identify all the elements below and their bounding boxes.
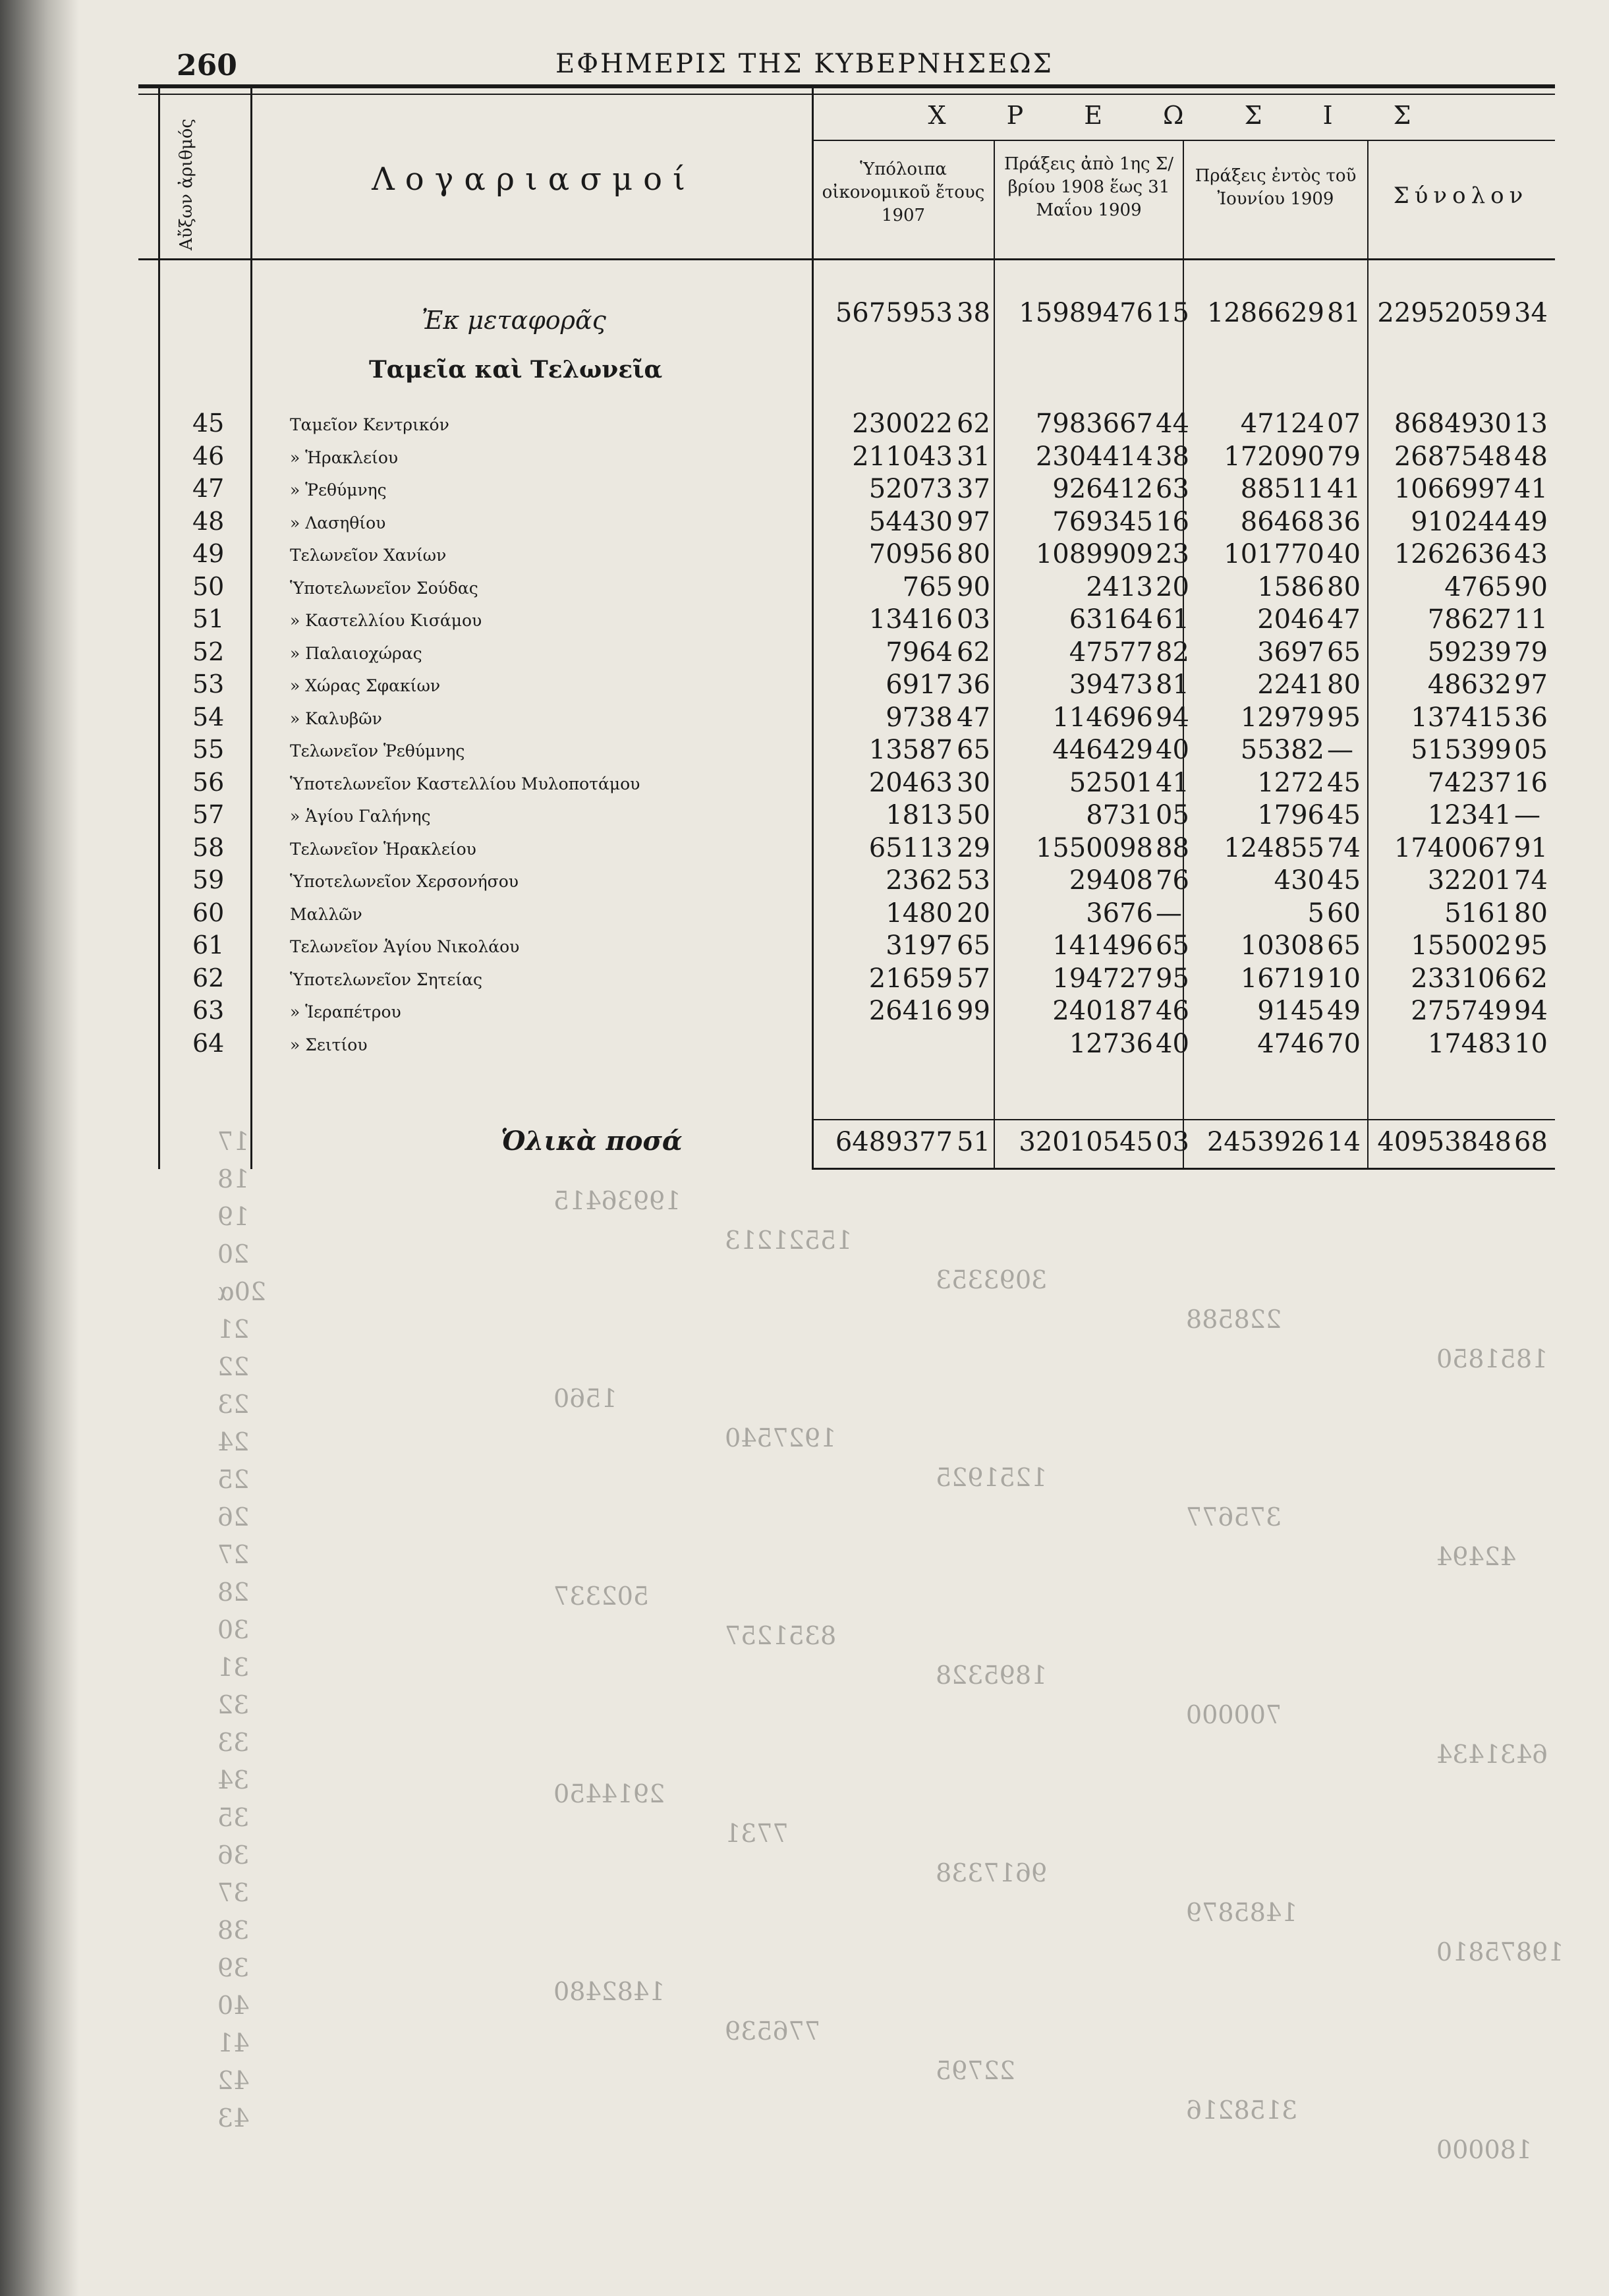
row-cents-4: 95: [1514, 931, 1548, 961]
row-amount-4: 5161: [1444, 898, 1511, 929]
bleed-figure: 1482480: [553, 1977, 665, 2006]
bleed-figure: 3093353: [936, 1265, 1048, 1294]
row-amount-1: 1813: [886, 800, 953, 830]
row-cents-3: 60: [1327, 898, 1361, 929]
row-amount-2: 769345: [1052, 507, 1153, 537]
row-number: 51: [192, 604, 225, 633]
row-cents-3: 65: [1327, 931, 1361, 961]
col1-divider: [994, 140, 995, 1168]
row-amount-4: 2687548: [1394, 442, 1511, 472]
row-account-name: Τελωνεῖον Ἁγίου Νικολάου: [290, 937, 520, 956]
bleed-figure: 19936415: [553, 1186, 681, 1215]
row-amount-3: 16719: [1240, 963, 1324, 994]
row-account-name: » Ἱεραπέτρου: [290, 1002, 401, 1021]
row-amount-1: 70956: [868, 539, 953, 569]
row-amount-3: 47124: [1240, 409, 1324, 439]
row-account-name: Τελωνεῖον Χανίων: [290, 546, 447, 565]
row-account-name: » Λασηθίου: [290, 513, 386, 532]
row-cents-1: 99: [957, 996, 990, 1026]
row-cents-2: 16: [1156, 507, 1189, 537]
page-number: 260: [177, 49, 237, 82]
bleed-figure: 19875810: [1436, 1937, 1564, 1966]
row-amount-1: 3197: [886, 931, 953, 961]
row-cents-2: 20: [1156, 572, 1189, 602]
row-amount-1: 2362: [886, 865, 953, 896]
bleed-figure: 776539: [725, 2017, 821, 2046]
bleed-figure: 1560: [553, 1384, 617, 1413]
row-cents-2: 94: [1156, 703, 1189, 733]
row-cents-3: 45: [1327, 865, 1361, 896]
row-cents-1: 97: [957, 507, 990, 537]
bleed-figure: 8351257: [725, 1621, 837, 1650]
bleed-figure: 1251925: [936, 1463, 1048, 1492]
row-account-name: Ὑποτελωνεῖον Σητείας: [290, 970, 483, 989]
totals-cents-2: 03: [1156, 1127, 1189, 1157]
bleed-figure: 15521213: [725, 1226, 853, 1255]
row-amount-4: 155002: [1411, 931, 1511, 961]
row-number: 60: [192, 898, 225, 927]
row-cents-3: 41: [1327, 474, 1361, 504]
bleed-figure: 22795: [936, 2056, 1015, 2085]
bleed-figure: 1895328: [936, 1661, 1048, 1690]
row-amount-2: 29408: [1069, 865, 1153, 896]
row-cents-1: 37: [957, 474, 990, 504]
header-row-number: Αὔξων ἀριθμός: [177, 119, 196, 250]
row-amount-1: 52073: [868, 474, 953, 504]
row-number: 47: [192, 474, 225, 503]
row-amount-4: 910244: [1411, 507, 1511, 537]
row-account-name: » Παλαιοχώρας: [290, 644, 422, 663]
row-cents-4: 62: [1514, 963, 1548, 994]
row-number: 46: [192, 442, 225, 471]
row-amount-3: 5: [1307, 898, 1324, 929]
row-cents-3: 47: [1327, 604, 1361, 635]
row-cents-2: 23: [1156, 539, 1189, 569]
bleed-row-number: 28: [217, 1578, 250, 1607]
row-cents-4: 11: [1514, 604, 1548, 635]
row-amount-3: 86468: [1240, 507, 1324, 537]
row-cents-4: 80: [1514, 898, 1548, 929]
row-amount-4: 1066997: [1394, 474, 1511, 504]
row-account-name: » Ἡρακλείου: [290, 448, 399, 467]
totals-top-rule: [812, 1119, 1555, 1120]
row-amount-2: 1550098: [1035, 833, 1153, 863]
row-cents-4: 94: [1514, 996, 1548, 1026]
header-transactions-period: Πράξεις ἀπὸ 1ης Σ/βρίου 1908 ἕως 31 Μαΐου 1909: [1004, 154, 1173, 221]
totals-amount-2: 32010545: [1019, 1127, 1153, 1157]
left-border: [158, 88, 160, 1169]
section-title: Ταμεῖα καὶ Τελωνεῖα: [369, 356, 663, 384]
row-number: 56: [192, 768, 225, 797]
top-rule: [138, 84, 1555, 88]
row-cents-2: —: [1156, 898, 1182, 929]
row-amount-2: 446429: [1052, 735, 1153, 765]
row-amount-3: 1796: [1257, 800, 1324, 830]
row-cents-1: 62: [957, 637, 990, 668]
row-cents-2: 95: [1156, 963, 1189, 994]
row-account-name: Τελωνεῖον Ἡρακλείου: [290, 840, 476, 859]
row-cents-4: 90: [1514, 572, 1548, 602]
row-account-name: Ὑποτελωνεῖον Καστελλίου Μυλοποτάμου: [290, 774, 640, 793]
accounts-divider: [812, 88, 814, 1169]
row-number: 53: [192, 670, 225, 699]
row-amount-1: 54430: [868, 507, 953, 537]
row-account-name: Ὑποτελωνεῖον Χερσονήσου: [290, 872, 519, 891]
row-account-name: Τελωνεῖον Ῥεθύμνης: [290, 741, 465, 761]
row-cents-1: 30: [957, 768, 990, 798]
row-cents-2: 46: [1156, 996, 1189, 1026]
row-amount-2: 194727: [1052, 963, 1153, 994]
row-amount-1: 13587: [868, 735, 953, 765]
totals-amount-1: 6489377: [835, 1127, 953, 1157]
carry-amount-4: 22952059: [1377, 298, 1511, 328]
row-cents-4: 48: [1514, 442, 1548, 472]
carry-forward-label: Ἐκ μεταφορᾶς: [422, 306, 606, 335]
row-cents-4: 43: [1514, 539, 1548, 569]
row-amount-4: 1740067: [1394, 833, 1511, 863]
row-amount-1: 13416: [868, 604, 953, 635]
bleed-figure: 228588: [1186, 1305, 1282, 1334]
bleed-figure: 375677: [1186, 1503, 1282, 1532]
row-account-name: Μαλλῶν: [290, 905, 362, 924]
header-group-debit: Χ Ρ Ε Ω Σ Ι Σ: [928, 101, 1438, 130]
row-account-name: Ταμεῖον Κεντρικόν: [290, 415, 449, 434]
row-amount-2: 63164: [1069, 604, 1153, 635]
row-cents-1: 03: [957, 604, 990, 635]
row-amount-2: 1089909: [1035, 539, 1153, 569]
row-amount-1: 6917: [886, 670, 953, 700]
row-cents-1: 65: [957, 735, 990, 765]
row-cents-2: 88: [1156, 833, 1189, 863]
row-amount-1: 9738: [886, 703, 953, 733]
row-cents-2: 63: [1156, 474, 1189, 504]
row-cents-4: 49: [1514, 507, 1548, 537]
row-cents-1: 80: [957, 539, 990, 569]
row-cents-2: 81: [1156, 670, 1189, 700]
row-amount-4: 1262636: [1394, 539, 1511, 569]
row-number: 61: [192, 931, 225, 960]
row-account-name: » Καστελλίου Κισάμου: [290, 611, 482, 630]
row-amount-3: 12979: [1240, 703, 1324, 733]
bleed-figure: 1851850: [1436, 1344, 1548, 1373]
bleed-row-number: 39: [217, 1953, 250, 1982]
bleed-row-number: 41: [217, 2028, 250, 2057]
row-number: 49: [192, 539, 225, 568]
row-amount-4: 32201: [1427, 865, 1511, 896]
row-number: 57: [192, 800, 225, 829]
bleed-row-number: 25: [217, 1465, 250, 1494]
row-amount-2: 240187: [1052, 996, 1153, 1026]
row-amount-4: 233106: [1411, 963, 1511, 994]
row-amount-4: 515399: [1411, 735, 1511, 765]
bleed-row-number: 35: [217, 1803, 250, 1832]
totals-cents-3: 14: [1327, 1127, 1361, 1157]
header-transactions-june: Πράξεις ἐντὸς τοῦ Ἰουνίου 1909: [1195, 166, 1357, 210]
row-account-name: » Χώρας Σφακίων: [290, 676, 441, 695]
row-cents-4: —: [1514, 800, 1540, 830]
col3-divider: [1367, 140, 1369, 1168]
row-cents-3: 45: [1327, 800, 1361, 830]
row-cents-1: 57: [957, 963, 990, 994]
row-cents-4: 05: [1514, 735, 1548, 765]
row-cents-1: 65: [957, 931, 990, 961]
row-cents-3: 36: [1327, 507, 1361, 537]
row-cents-3: 40: [1327, 539, 1361, 569]
row-amount-3: 3697: [1257, 637, 1324, 668]
row-number: 64: [192, 1029, 225, 1058]
row-amount-1: 230022: [852, 409, 953, 439]
row-account-name: » Σειτίου: [290, 1035, 368, 1054]
row-cents-2: 41: [1156, 768, 1189, 798]
row-amount-1: 1480: [886, 898, 953, 929]
row-number: 48: [192, 507, 225, 536]
row-cents-3: 79: [1327, 442, 1361, 472]
row-amount-4: 275749: [1411, 996, 1511, 1026]
bleed-row-number: 24: [217, 1427, 250, 1456]
row-amount-4: 78627: [1427, 604, 1511, 635]
row-number: 63: [192, 996, 225, 1025]
totals-cents-4: 68: [1514, 1127, 1548, 1157]
bleed-row-number: 40: [217, 1991, 250, 2020]
row-amount-2: 141496: [1052, 931, 1153, 961]
row-cents-3: 07: [1327, 409, 1361, 439]
row-amount-4: 4765: [1444, 572, 1511, 602]
bleed-figure: 502337: [553, 1582, 650, 1611]
row-amount-4: 12341: [1427, 800, 1511, 830]
row-amount-1: 7964: [886, 637, 953, 668]
carry-cents-2: 15: [1156, 298, 1189, 328]
carry-amount-3: 1286629: [1206, 298, 1324, 328]
rownum-divider: [250, 88, 252, 1169]
row-amount-4: 8684930: [1394, 409, 1511, 439]
bleed-row-number: 43: [217, 2104, 250, 2133]
bleed-row-number: 21: [217, 1315, 250, 1344]
row-amount-3: 2241: [1257, 670, 1324, 700]
row-amount-2: 8731: [1086, 800, 1153, 830]
row-cents-1: 53: [957, 865, 990, 896]
row-amount-1: 26416: [868, 996, 953, 1026]
row-account-name: » Καλυβῶν: [290, 709, 382, 728]
row-amount-2: 114696: [1052, 703, 1153, 733]
header-remaining: Ὑπόλοιπα οἰκονομικοῦ ἔτους 1907: [822, 159, 985, 226]
row-cents-1: 47: [957, 703, 990, 733]
carry-amount-2: 15989476: [1019, 298, 1153, 328]
row-cents-3: 10: [1327, 963, 1361, 994]
row-cents-1: 29: [957, 833, 990, 863]
row-cents-4: 91: [1514, 833, 1548, 863]
row-cents-3: 45: [1327, 768, 1361, 798]
row-cents-2: 40: [1156, 1029, 1189, 1059]
bleed-row-number: 36: [217, 1841, 250, 1870]
row-amount-1: 21659: [868, 963, 953, 994]
bleed-row-number: 26: [217, 1503, 250, 1532]
row-amount-1: 65113: [868, 833, 953, 863]
row-amount-2: 926412: [1052, 474, 1153, 504]
row-amount-2: 39473: [1069, 670, 1153, 700]
bleed-row-number: 32: [217, 1690, 250, 1719]
row-amount-3: 2046: [1257, 604, 1324, 635]
bleed-row-number: 34: [217, 1765, 250, 1794]
row-amount-3: 55382: [1240, 735, 1324, 765]
row-cents-3: —: [1327, 735, 1353, 765]
row-amount-2: 2304414: [1035, 442, 1153, 472]
bleed-figure: 2914450: [553, 1779, 665, 1808]
row-cents-2: 40: [1156, 735, 1189, 765]
bleed-figure: 6431434: [1436, 1740, 1548, 1769]
row-cents-4: 79: [1514, 637, 1548, 668]
row-number: 50: [192, 572, 225, 601]
bleed-row-number: 20: [217, 1240, 250, 1269]
bleed-figure: 9617338: [936, 1858, 1048, 1887]
row-amount-1: 765: [902, 572, 953, 602]
row-amount-4: 137415: [1411, 703, 1511, 733]
row-amount-3: 172090: [1224, 442, 1324, 472]
row-number: 58: [192, 833, 225, 862]
row-amount-1: 20463: [868, 768, 953, 798]
bleed-row-number: 30: [217, 1615, 250, 1644]
top-rule-thin: [138, 94, 1555, 95]
row-cents-1: 50: [957, 800, 990, 830]
bleed-row-number: 23: [217, 1390, 250, 1419]
row-amount-3: 124855: [1224, 833, 1324, 863]
row-amount-2: 12736: [1069, 1029, 1153, 1059]
bleed-figure: 7731: [725, 1819, 789, 1848]
row-cents-4: 16: [1514, 768, 1548, 798]
row-amount-3: 1272: [1257, 768, 1324, 798]
row-cents-1: 62: [957, 409, 990, 439]
bleed-row-number: 20α: [217, 1277, 267, 1306]
carry-cents-1: 38: [957, 298, 990, 328]
row-cents-4: 13: [1514, 409, 1548, 439]
row-amount-2: 3676: [1086, 898, 1153, 929]
bleed-row-number: 27: [217, 1540, 250, 1569]
row-number: 45: [192, 409, 225, 438]
row-amount-4: 59239: [1427, 637, 1511, 668]
row-account-name: » Ῥεθύμνης: [290, 480, 387, 500]
row-cents-2: 65: [1156, 931, 1189, 961]
row-amount-3: 430: [1274, 865, 1324, 896]
row-cents-3: 95: [1327, 703, 1361, 733]
row-cents-1: 20: [957, 898, 990, 929]
header-total: Σύνολον: [1393, 183, 1529, 209]
row-amount-3: 101770: [1224, 539, 1324, 569]
row-amount-2: 7983667: [1035, 409, 1153, 439]
header-bottom-rule: [138, 258, 1555, 260]
bleed-figure: 42494: [1436, 1542, 1516, 1571]
row-number: 52: [192, 637, 225, 666]
row-cents-3: 80: [1327, 670, 1361, 700]
bleed-figure: 1927540: [725, 1423, 837, 1452]
bleed-row-number: 42: [217, 2066, 250, 2095]
row-cents-2: 38: [1156, 442, 1189, 472]
row-amount-4: 17483: [1427, 1029, 1511, 1059]
row-cents-4: 97: [1514, 670, 1548, 700]
totals-cents-1: 51: [957, 1127, 990, 1157]
totals-amount-3: 2453926: [1206, 1127, 1324, 1157]
row-cents-3: 80: [1327, 572, 1361, 602]
row-amount-4: 48632: [1427, 670, 1511, 700]
row-amount-3: 88511: [1240, 474, 1324, 504]
row-number: 59: [192, 865, 225, 894]
row-cents-4: 41: [1514, 474, 1548, 504]
row-cents-2: 61: [1156, 604, 1189, 635]
row-cents-1: 31: [957, 442, 990, 472]
row-number: 54: [192, 703, 225, 732]
row-cents-3: 70: [1327, 1029, 1361, 1059]
row-amount-4: 74237: [1427, 768, 1511, 798]
row-account-name: Ὑποτελωνεῖον Σούδας: [290, 579, 478, 598]
row-cents-1: 90: [957, 572, 990, 602]
row-amount-3: 1586: [1257, 572, 1324, 602]
bleed-figure: 180000: [1436, 2135, 1533, 2164]
totals-label: Ὁλικὰ ποσά: [501, 1126, 683, 1157]
row-amount-3: 9145: [1257, 996, 1324, 1026]
bleed-row-number: 38: [217, 1916, 250, 1945]
bleed-row-number: 37: [217, 1878, 250, 1907]
bleed-row-number: 22: [217, 1352, 250, 1381]
bleed-figure: 1485879: [1186, 1898, 1298, 1927]
bleed-row-number: 31: [217, 1653, 250, 1682]
page-title: ΕΦΗΜΕΡΙΣ ΤΗΣ ΚΥΒΕΡΝΗΣΕΩΣ: [555, 49, 1054, 79]
header-accounts: Λογαριασμοί: [372, 161, 696, 198]
row-cents-3: 65: [1327, 637, 1361, 668]
totals-bottom-rule: [812, 1168, 1555, 1170]
carry-cents-3: 81: [1327, 298, 1361, 328]
row-cents-3: 74: [1327, 833, 1361, 863]
row-account-name: » Ἁγίου Γαλήνης: [290, 807, 431, 826]
bleed-figure: 700000: [1186, 1700, 1282, 1729]
row-cents-2: 76: [1156, 865, 1189, 896]
row-cents-4: 10: [1514, 1029, 1548, 1059]
row-cents-2: 44: [1156, 409, 1189, 439]
row-number: 62: [192, 963, 225, 992]
row-amount-3: 4746: [1257, 1029, 1324, 1059]
carry-amount-1: 5675953: [835, 298, 953, 328]
row-cents-3: 49: [1327, 996, 1361, 1026]
row-cents-1: 36: [957, 670, 990, 700]
row-number: 55: [192, 735, 225, 764]
row-cents-2: 82: [1156, 637, 1189, 668]
bleed-row-number: 17: [217, 1127, 250, 1156]
binding-shadow: [0, 0, 79, 2296]
bleed-row-number: 19: [217, 1202, 250, 1231]
row-amount-2: 2413: [1086, 572, 1153, 602]
bleed-row-number: 18: [217, 1164, 250, 1193]
row-amount-3: 10308: [1240, 931, 1324, 961]
row-amount-2: 52501: [1069, 768, 1153, 798]
row-cents-2: 05: [1156, 800, 1189, 830]
carry-cents-4: 34: [1514, 298, 1548, 328]
bleed-figure: 3158216: [1186, 2096, 1298, 2125]
row-amount-1: 211043: [852, 442, 953, 472]
row-amount-2: 47577: [1069, 637, 1153, 668]
row-cents-4: 74: [1514, 865, 1548, 896]
row-cents-4: 36: [1514, 703, 1548, 733]
bleed-row-number: 33: [217, 1728, 250, 1757]
totals-amount-4: 40953848: [1377, 1127, 1511, 1157]
